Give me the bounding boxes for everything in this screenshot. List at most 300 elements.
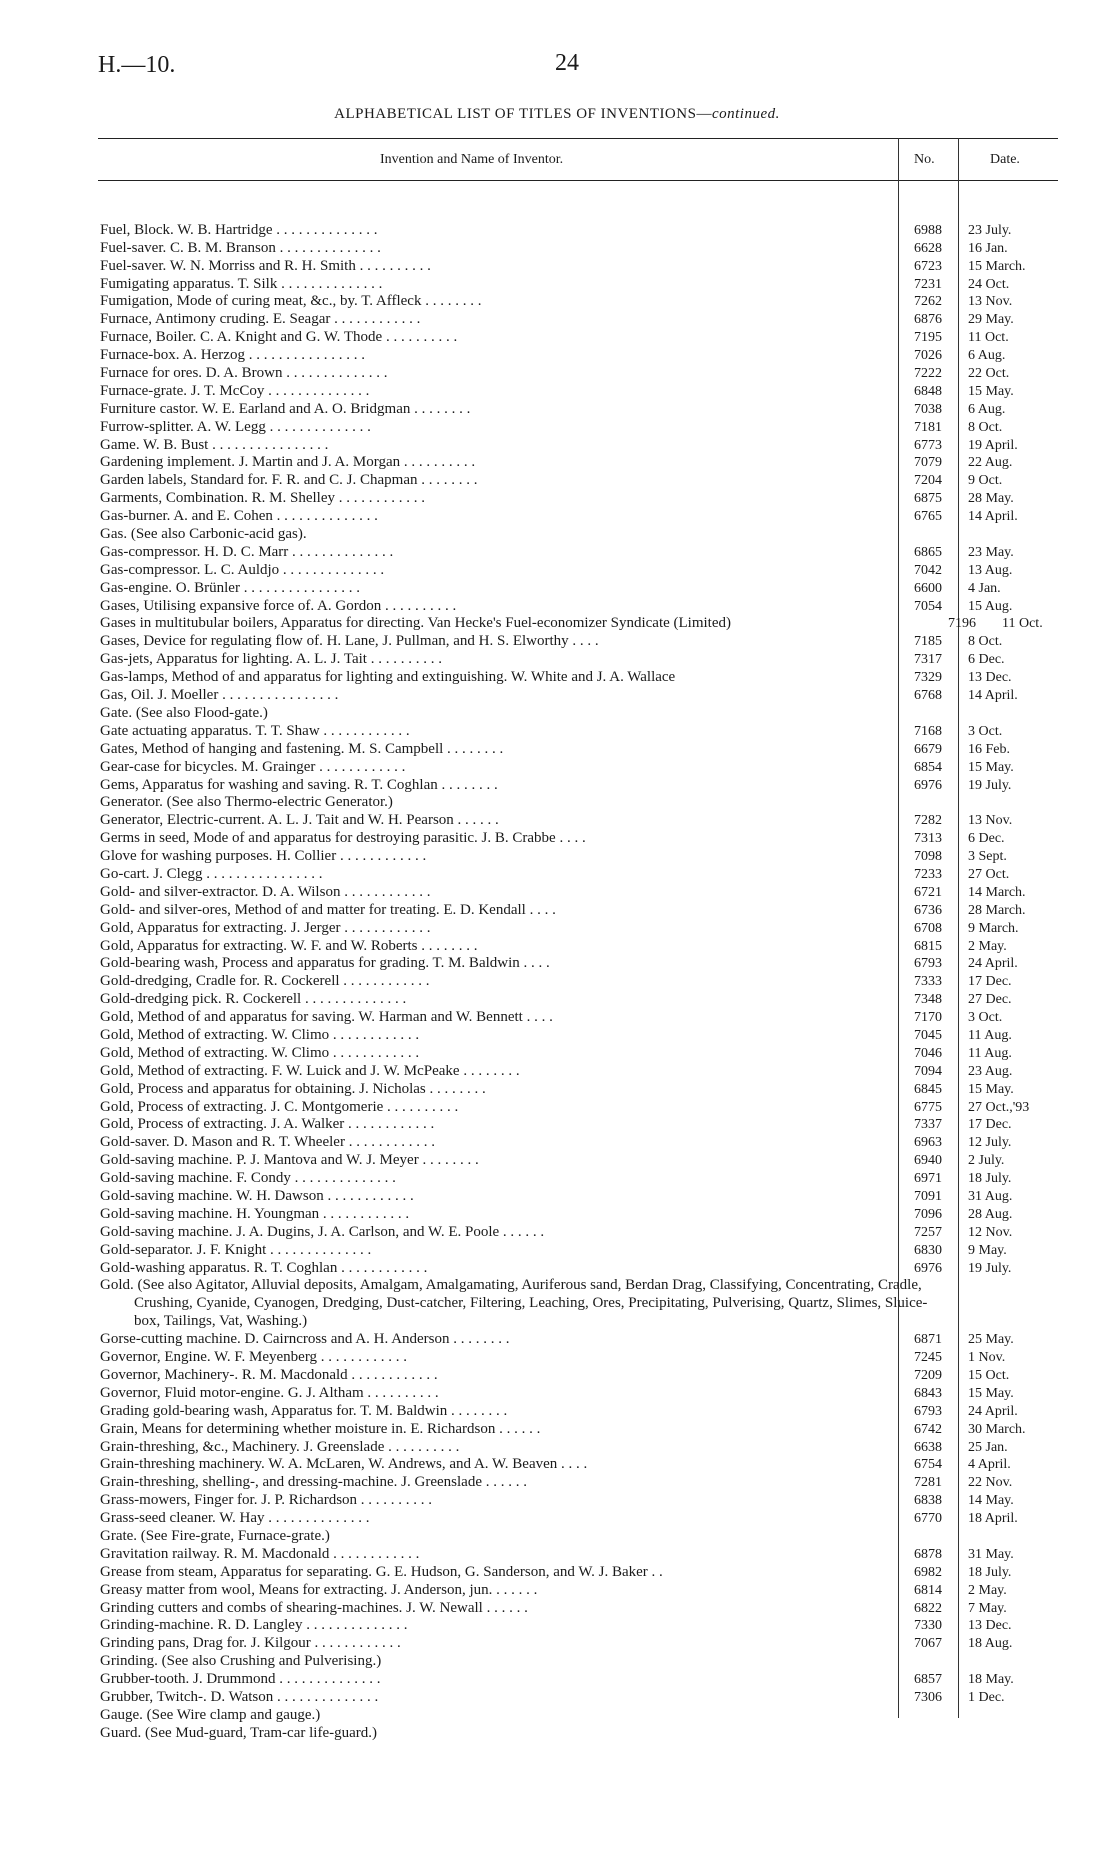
table-row (100, 1546, 1058, 1564)
table-row (100, 1564, 1058, 1582)
patent-date: 6 Dec. (968, 831, 1005, 847)
table-row (100, 222, 1058, 240)
patent-number: 7306 (914, 1689, 942, 1705)
patent-number: 6754 (914, 1457, 942, 1473)
patent-number (898, 1528, 958, 1546)
patent-number: 6848 (914, 383, 942, 399)
table-row (100, 365, 1058, 383)
invention-title: Gold. (See also Agitator, Alluvial deposits, Amalgam, Amalgamating, Auriferous sand, Berdan Drag, Classifying, Concentrating, Cradle, Crushing, Cyanide, Cyanogen, Dredging, Dust-catcher, Filtering, Leaching, Ores, Precipitating, Pulverising, Quartz, Slimes, Sluice-box, Tailings, Vat, Washing.) (100, 1277, 928, 1330)
patent-date: 27 Oct. (968, 866, 1010, 882)
table-row (100, 490, 1058, 508)
table-row (100, 1421, 1058, 1439)
table-row (100, 938, 1058, 956)
patent-date: 28 May. (968, 491, 1014, 507)
invention-title: Gold, Process of extracting. J. A. Walker . . . . . . . . . . . . (100, 1116, 435, 1133)
invention-title: Grinding cutters and combs of shearing-machines. J. W. Newall . . . . . . (100, 1599, 528, 1616)
patent-number: 7348 (914, 992, 942, 1008)
invention-title: Gas-compressor. H. D. C. Marr . . . . . . . . . . . . . . (100, 543, 394, 560)
invention-title: Gold-saving machine. J. A. Dugins, J. A. Carlson, and W. E. Poole . . . . . . (100, 1223, 545, 1240)
patent-number (898, 1725, 958, 1743)
invention-title: Gold, Process of extracting. J. C. Montgomerie . . . . . . . . . . (100, 1098, 459, 1115)
patent-date: 3 Oct. (968, 723, 1003, 739)
column-header-no: No. (914, 152, 935, 167)
invention-title: Gas-burner. A. and E. Cohen . . . . . . . . . . . . . . (100, 508, 378, 525)
patent-date: 24 Oct. (968, 276, 1010, 292)
patent-number: 6940 (914, 1153, 942, 1169)
table-row (100, 1242, 1058, 1260)
patent-date: 23 July. (968, 222, 1012, 238)
document-code: H.—10. (98, 52, 176, 78)
patent-number: 6736 (914, 902, 942, 918)
patent-number: 7045 (914, 1027, 942, 1043)
table-row (100, 794, 1058, 812)
invention-title: Greasy matter from wool, Means for extracting. J. Anderson, jun. . . . . . . (100, 1581, 538, 1598)
table-row (100, 1707, 1058, 1725)
patent-date (992, 1277, 1092, 1331)
patent-date: 1 Nov. (968, 1350, 1006, 1366)
table-row (100, 1027, 1058, 1045)
invention-title: Germs in seed, Mode of and apparatus for destroying parasitic. J. B. Crabbe . . . . (100, 830, 586, 847)
invention-title: Gold- and silver-extractor. D. A. Wilson . . . . . . . . . . . . (100, 883, 431, 900)
patent-date: 8 Oct. (968, 634, 1003, 650)
patent-number: 7096 (914, 1206, 942, 1222)
table-row (100, 1653, 1058, 1671)
patent-number: 7313 (914, 831, 942, 847)
table-row (100, 1206, 1058, 1224)
invention-title: Fumigating apparatus. T. Silk . . . . . . . . . . . . . . (100, 275, 383, 292)
patent-date: 22 Nov. (968, 1475, 1013, 1491)
invention-title: Furnace-box. A. Herzog . . . . . . . . . . . . . . . . (100, 347, 365, 364)
table-row (100, 1403, 1058, 1421)
table-row (100, 1582, 1058, 1600)
patent-number: 6865 (914, 544, 942, 560)
invention-title: Grading gold-bearing wash, Apparatus for. T. M. Baldwin . . . . . . . . (100, 1402, 508, 1419)
table-row (100, 1600, 1058, 1618)
table-row (100, 1116, 1058, 1134)
invention-title: Garments, Combination. R. M. Shelley . . . . . . . . . . . . (100, 490, 425, 507)
patent-date: 12 Nov. (968, 1224, 1013, 1240)
patent-date: 13 Dec. (968, 1618, 1012, 1634)
invention-title: Go-cart. J. Clegg . . . . . . . . . . . . . . . . (100, 865, 323, 882)
table-row (100, 240, 1058, 258)
patent-number: 6600 (914, 580, 942, 596)
table-row (100, 419, 1058, 437)
patent-number: 6857 (914, 1672, 942, 1688)
patent-number: 7317 (914, 652, 942, 668)
column-header-invention: Invention and Name of Inventor. (380, 152, 564, 167)
invention-title: Grinding-machine. R. D. Langley . . . . . . . . . . . . . . (100, 1617, 408, 1634)
invention-title (100, 204, 898, 222)
table-row (100, 1277, 1058, 1331)
invention-title: Furrow-splitter. A. W. Legg . . . . . . . . . . . . . . (100, 418, 371, 435)
invention-title: Gate. (See also Flood-gate.) (100, 704, 268, 721)
invention-title: Glove for washing purposes. H. Collier . . . . . . . . . . . . (100, 848, 427, 865)
invention-title: Governor, Machinery-. R. M. Macdonald . . . . . . . . . . . . (100, 1366, 438, 1383)
patent-number: 7209 (914, 1367, 942, 1383)
table-row (100, 777, 1058, 795)
patent-date: 18 May. (968, 1672, 1014, 1688)
table-row (100, 991, 1058, 1009)
patent-date: 22 Oct. (968, 366, 1010, 382)
patent-date: 13 Aug. (968, 562, 1013, 578)
invention-title: Gauge. (See Wire clamp and gauge.) (100, 1706, 321, 1723)
patent-date: 18 July. (968, 1564, 1012, 1580)
patent-date: 9 May. (968, 1242, 1007, 1258)
patent-number: 6723 (914, 258, 942, 274)
table-row (100, 311, 1058, 329)
patent-number: 6876 (914, 312, 942, 328)
table-row (100, 383, 1058, 401)
patent-date: 2 May. (968, 1582, 1007, 1598)
patent-date: 19 July. (968, 777, 1012, 793)
invention-title: Gold-saving machine. F. Condy . . . . . . . . . . . . . . (100, 1170, 396, 1187)
invention-title: Gold, Process and apparatus for obtaining. J. Nicholas . . . . . . . . (100, 1080, 486, 1097)
patent-number: 7282 (914, 813, 942, 829)
patent-date: 8 Oct. (968, 419, 1003, 435)
table-row (100, 615, 1058, 633)
patent-number (898, 794, 958, 812)
patent-date: 18 Aug. (968, 1636, 1013, 1652)
patent-date: 13 Nov. (968, 294, 1013, 310)
table-row (100, 1224, 1058, 1242)
patent-number: 7094 (914, 1063, 942, 1079)
patent-number (898, 1707, 958, 1725)
patent-number: 7281 (914, 1475, 942, 1491)
patent-number: 6679 (914, 741, 942, 757)
patent-number: 6765 (914, 509, 942, 525)
invention-title: Gas-compressor. L. C. Auldjo . . . . . . . . . . . . . . (100, 561, 385, 578)
table-row (100, 598, 1058, 616)
invention-title: Furnace, Boiler. C. A. Knight and G. W. Thode . . . . . . . . . . (100, 329, 458, 346)
table-row (100, 830, 1058, 848)
patent-date: 19 July. (968, 1260, 1012, 1276)
patent-number: 6988 (914, 222, 942, 238)
table-row (100, 562, 1058, 580)
table-row (100, 1617, 1058, 1635)
patent-number: 6854 (914, 759, 942, 775)
patent-number: 6775 (914, 1099, 942, 1115)
patent-number: 7330 (914, 1618, 942, 1634)
patent-number: 6721 (914, 884, 942, 900)
invention-title: Grass-seed cleaner. W. Hay . . . . . . . . . . . . . . (100, 1510, 370, 1527)
patent-date: 11 Aug. (968, 1045, 1012, 1061)
patent-number: 6628 (914, 240, 942, 256)
invention-title: Grubber-tooth. J. Drummond . . . . . . . . . . . . . . (100, 1671, 381, 1688)
patent-number: 6830 (914, 1242, 942, 1258)
page-caption (0, 106, 1114, 123)
patent-date: 19 April. (968, 437, 1018, 453)
invention-title: Gold, Apparatus for extracting. J. Jerger . . . . . . . . . . . . (100, 919, 431, 936)
patent-number: 7231 (914, 276, 942, 292)
patent-number (898, 1653, 958, 1671)
invention-title: Grate. (See Fire-grate, Furnace-grate.) (100, 1527, 330, 1544)
patent-number: 6838 (914, 1493, 942, 1509)
table-row (100, 1134, 1058, 1152)
patent-number: 6843 (914, 1385, 942, 1401)
patent-number: 7038 (914, 401, 942, 417)
patent-date: 11 Oct. (968, 330, 1009, 346)
table-row (100, 1385, 1058, 1403)
table-row (100, 866, 1058, 884)
table-row (100, 276, 1058, 294)
invention-title: Grass-mowers, Finger for. J. P. Richardson . . . . . . . . . . (100, 1492, 433, 1509)
table-row (100, 1170, 1058, 1188)
patent-date: 14 April. (968, 688, 1018, 704)
table-row (100, 759, 1058, 777)
invention-title: Gold-saving machine. H. Youngman . . . . . . . . . . . . (100, 1205, 410, 1222)
table-row (100, 1492, 1058, 1510)
patent-date: 17 Dec. (968, 1117, 1012, 1133)
invention-title: Generator, Electric-current. A. L. J. Tait and W. H. Pearson . . . . . . (100, 812, 499, 829)
patent-number: 6742 (914, 1421, 942, 1437)
patent-date: 13 Nov. (968, 813, 1013, 829)
patent-date: 28 Aug. (968, 1206, 1013, 1222)
table-row (100, 1528, 1058, 1546)
table-row (100, 1063, 1058, 1081)
invention-title: Gold-separator. J. F. Knight . . . . . . . . . . . . . . (100, 1241, 372, 1258)
patent-date (958, 705, 1058, 723)
patent-date: 1 Dec. (968, 1689, 1005, 1705)
invention-title: Gas-jets, Apparatus for lighting. A. L. J. Tait . . . . . . . . . . (100, 651, 442, 668)
patent-number: 7333 (914, 974, 942, 990)
invention-title: Gases, Device for regulating flow of. H. Lane, J. Pullman, and H. S. Elworthy . . . . (100, 633, 599, 650)
invention-title: Grain-threshing, &c., Machinery. J. Greenslade . . . . . . . . . . (100, 1438, 460, 1455)
table-row (100, 1188, 1058, 1206)
table-row (100, 973, 1058, 991)
table-row (100, 347, 1058, 365)
patent-date (958, 204, 1058, 222)
invention-title: Grain-threshing, shelling-, and dressing-machine. J. Greenslade . . . . . . (100, 1474, 527, 1491)
patent-date: 2 July. (968, 1153, 1005, 1169)
invention-title: Gold-saving machine. P. J. Mantova and W. J. Meyer . . . . . . . . (100, 1152, 479, 1169)
patent-number: 6814 (914, 1582, 942, 1598)
invention-title: Gold-dredging, Cradle for. R. Cockerell . . . . . . . . . . . . (100, 973, 430, 990)
patent-number: 7098 (914, 849, 942, 865)
table-row (100, 669, 1058, 687)
patent-date: 6 Aug. (968, 401, 1006, 417)
invention-title: Gold, Apparatus for extracting. W. F. and W. Roberts . . . . . . . . (100, 937, 478, 954)
patent-date (958, 794, 1058, 812)
invention-title: Gardening implement. J. Martin and J. A. Morgan . . . . . . . . . . (100, 454, 476, 471)
patent-date: 27 Oct.,'93 (968, 1099, 1030, 1115)
table-row (100, 1260, 1058, 1278)
patent-date: 2 May. (968, 938, 1007, 954)
invention-title: Gear-case for bicycles. M. Grainger . . . . . . . . . . . . (100, 758, 406, 775)
patent-date: 6 Aug. (968, 348, 1006, 364)
patent-date: 24 April. (968, 956, 1018, 972)
patent-number: 7091 (914, 1189, 942, 1204)
patent-number: 6976 (914, 777, 942, 793)
patent-date: 23 May. (968, 544, 1014, 560)
table-row (100, 1671, 1058, 1689)
table-row (100, 705, 1058, 723)
patent-number: 7196 (948, 616, 976, 632)
patent-date (958, 1653, 1058, 1671)
table-row (100, 437, 1058, 455)
patent-number: 6822 (914, 1600, 942, 1616)
invention-title: Gorse-cutting machine. D. Cairncross and A. H. Anderson . . . . . . . . (100, 1331, 510, 1348)
patent-date: 24 April. (968, 1403, 1018, 1419)
table-row (100, 1456, 1058, 1474)
table-row (100, 1081, 1058, 1099)
table-row (100, 1331, 1058, 1349)
table-row (100, 508, 1058, 526)
invention-title: Grease from steam, Apparatus for separating. G. E. Hudson, G. Sanderson, and W. J. Baker . . (100, 1563, 663, 1580)
patent-date: 16 Feb. (968, 741, 1010, 757)
patent-number: 7170 (914, 1010, 942, 1026)
patent-date: 15 Oct. (968, 1367, 1010, 1383)
invention-title: Furnace for ores. D. A. Brown . . . . . . . . . . . . . . (100, 365, 388, 382)
table-row (100, 651, 1058, 669)
invention-title: Governor, Fluid motor-engine. G. J. Altham . . . . . . . . . . (100, 1384, 439, 1401)
invention-title: Gold-dredging pick. R. Cockerell . . . . . . . . . . . . . . (100, 991, 407, 1008)
patent-date: 25 Jan. (968, 1439, 1008, 1455)
invention-title: Gas-lamps, Method of and apparatus for lighting and extinguishing. W. White and J. A. Wallace (100, 669, 676, 686)
invention-title: Gold, Method of extracting. W. Climo . . . . . . . . . . . . (100, 1026, 420, 1043)
patent-date: 15 March. (968, 258, 1026, 274)
patent-date: 28 March. (968, 902, 1026, 918)
patent-date: 16 Jan. (968, 240, 1008, 256)
patent-number: 6793 (914, 1403, 942, 1419)
table-row (100, 741, 1058, 759)
patent-number: 6845 (914, 1081, 942, 1097)
patent-date: 6 Dec. (968, 652, 1005, 668)
patent-number: 6976 (914, 1260, 942, 1276)
patent-date: 15 May. (968, 383, 1014, 399)
patent-date: 31 Aug. (968, 1189, 1013, 1204)
invention-title: Grain-threshing machinery. W. A. McLaren, W. Andrews, and A. W. Beaven . . . . (100, 1456, 588, 1473)
invention-title: Game. W. B. Bust . . . . . . . . . . . . . . . . (100, 436, 329, 453)
table-row (100, 1725, 1058, 1743)
invention-title: Fuel, Block. W. B. Hartridge . . . . . . . . . . . . . . (100, 221, 378, 238)
table-row (100, 955, 1058, 973)
patent-number: 7245 (914, 1350, 942, 1366)
invention-title: Gas-engine. O. Brünler . . . . . . . . . . . . . . . . (100, 579, 360, 596)
table-row (100, 401, 1058, 419)
table-row (100, 920, 1058, 938)
patent-date: 14 April. (968, 509, 1018, 525)
patent-number: 7222 (914, 366, 942, 382)
invention-title: Gas, Oil. J. Moeller . . . . . . . . . . . . . . . . (100, 687, 339, 704)
patent-number: 7026 (914, 348, 942, 364)
patent-number: 6982 (914, 1564, 942, 1580)
table-row (100, 1009, 1058, 1027)
patent-number: 7257 (914, 1224, 942, 1240)
invention-title: Grinding. (See also Crushing and Pulverising.) (100, 1653, 382, 1670)
table-row (100, 1689, 1058, 1707)
invention-title: Grinding pans, Drag for. J. Kilgour . . . . . . . . . . . . (100, 1635, 401, 1652)
patent-date: 4 Jan. (968, 580, 1001, 596)
invention-title: Governor, Engine. W. F. Meyenberg . . . . . . . . . . . . (100, 1349, 408, 1366)
invention-title: Fuel-saver. C. B. M. Branson . . . . . . . . . . . . . . (100, 239, 381, 256)
table-row (100, 902, 1058, 920)
page-number: 24 (555, 50, 579, 76)
table-row (100, 472, 1058, 490)
patent-number: 6878 (914, 1546, 942, 1562)
patent-number: 7204 (914, 473, 942, 489)
table-row (100, 1349, 1058, 1367)
invention-title: Gases, Utilising expansive force of. A. Gordon . . . . . . . . . . (100, 597, 457, 614)
patent-number: 6770 (914, 1511, 942, 1527)
table-row (100, 293, 1058, 311)
patent-date (958, 1707, 1058, 1725)
invention-title: Grubber, Twitch-. D. Watson . . . . . . . . . . . . . . (100, 1688, 379, 1705)
patent-date: 27 Dec. (968, 992, 1012, 1008)
table-row (100, 723, 1058, 741)
patent-date: 12 July. (968, 1135, 1012, 1151)
patent-number: 7079 (914, 455, 942, 471)
patent-date: 7 May. (968, 1600, 1007, 1616)
table-row (100, 1439, 1058, 1457)
patent-number: 6875 (914, 491, 942, 507)
patent-date: 18 April. (968, 1511, 1018, 1527)
patent-date: 22 Aug. (968, 455, 1013, 471)
patent-number: 7042 (914, 562, 942, 578)
patent-number (932, 1277, 992, 1331)
invention-title: Gold, Method of extracting. W. Climo . . . . . . . . . . . . (100, 1044, 420, 1061)
patent-date: 3 Sept. (968, 849, 1007, 865)
table-row (100, 687, 1058, 705)
invention-title: Furniture castor. W. E. Earland and A. O. Bridgman . . . . . . . . (100, 400, 471, 417)
table-row (100, 1474, 1058, 1492)
invention-title: Gold-saver. D. Mason and R. T. Wheeler . . . . . . . . . . . . (100, 1134, 435, 1151)
patent-date: 15 Aug. (968, 598, 1013, 614)
patent-date: 18 July. (968, 1171, 1012, 1187)
table-row (100, 329, 1058, 347)
patent-number: 7233 (914, 866, 942, 882)
patent-number: 7054 (914, 598, 942, 614)
invention-title: Furnace-grate. J. T. McCoy . . . . . . . . . . . . . . (100, 382, 370, 399)
invention-title: Guard. (See Mud-guard, Tram-car life-guard.) (100, 1724, 377, 1741)
invention-title: Gold-washing apparatus. R. T. Coghlan . . . . . . . . . . . . (100, 1259, 428, 1276)
invention-title: Generator. (See also Thermo-electric Generator.) (100, 794, 393, 811)
patent-date: 23 Aug. (968, 1063, 1013, 1079)
header-top-rule (98, 138, 1058, 139)
patent-date: 11 Oct. (1002, 616, 1043, 632)
patent-date: 14 May. (968, 1493, 1014, 1509)
invention-title: Garden labels, Standard for. F. R. and C. J. Chapman . . . . . . . . (100, 472, 478, 489)
patent-number: 6971 (914, 1171, 942, 1187)
table-row (100, 1045, 1058, 1063)
patent-date: 14 March. (968, 884, 1026, 900)
patent-date: 31 May. (968, 1546, 1014, 1562)
invention-title: Gold, Method of and apparatus for saving. W. Harman and W. Bennett . . . . (100, 1009, 553, 1026)
patent-number: 7185 (914, 634, 942, 650)
patent-date: 25 May. (968, 1332, 1014, 1348)
patent-date: 13 Dec. (968, 670, 1012, 686)
patent-number (898, 705, 958, 723)
patent-number: 6638 (914, 1439, 942, 1455)
patent-date: 15 May. (968, 759, 1014, 775)
table-row (100, 884, 1058, 902)
invention-title: Gates, Method of hanging and fastening. M. S. Campbell . . . . . . . . (100, 740, 504, 757)
table-row (100, 848, 1058, 866)
table-row (100, 633, 1058, 651)
table-row (100, 1510, 1058, 1528)
patent-number (898, 204, 958, 222)
patent-number: 6963 (914, 1135, 942, 1151)
patent-number: 7168 (914, 723, 942, 739)
invention-title: Gold-saving machine. W. H. Dawson . . . . . . . . . . . . (100, 1188, 414, 1204)
table-row (100, 454, 1058, 472)
caption-main: ALPHABETICAL LIST OF TITLES OF INVENTIONS— (334, 106, 712, 122)
patent-date: 4 April. (968, 1457, 1011, 1473)
patent-date: 15 May. (968, 1081, 1014, 1097)
patent-number: 7195 (914, 330, 942, 346)
header-bottom-rule (98, 180, 1058, 181)
table-row (100, 1367, 1058, 1385)
invention-title: Gold- and silver-ores, Method of and matter for treating. E. D. Kendall . . . . (100, 901, 556, 918)
